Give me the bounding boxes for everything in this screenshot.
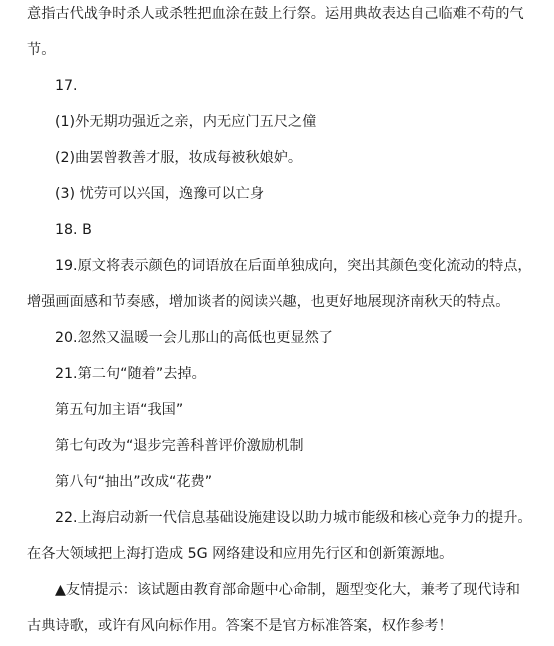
- text-line-9: 增强画面感和节奏感，增加谈者的阅读兴趣，也更好地展现济南秋天的特点。: [27, 294, 510, 310]
- text-line-18: 古典诗歌，或许有风向标作用。答案不是官方标准答案，权作参考！: [27, 618, 453, 634]
- text-line-17: ▲友情提示：该试题由教育部命题中心命制，题型变化大，兼考了现代诗和: [55, 582, 520, 598]
- text-line-13: 第七句改为“退步完善科普评价激励机制: [55, 438, 304, 454]
- text-line-8: 19.原文将表示颜色的词语放在后面单独成向，突出其颜色变化流动的特点，: [55, 258, 532, 274]
- text-line-3: 17.: [55, 78, 78, 94]
- text-line-10: 20.忽然又温暖一会儿那山的高低也更显然了: [55, 330, 333, 346]
- text-line-6: (3) 忧劳可以兴国，逸豫可以亡身: [55, 186, 265, 202]
- text-line-2: 节。: [27, 42, 56, 58]
- text-line-16: 在各大领域把上海打造成 5G 网络建设和应用先行区和创新策源地。: [27, 546, 454, 562]
- text-line-15: 22.上海启动新一代信息基础设施建设以助力城市能级和核心竞争力的提升。: [55, 510, 532, 526]
- text-line-14: 第八句“抽出”改成“花费”: [55, 474, 213, 490]
- text-line-4: (1)外无期功强近之亲，内无应门五尺之僮: [55, 114, 317, 130]
- text-line-5: (2)曲罢曾教善才服，妆成每被秋娘妒。: [55, 150, 303, 166]
- text-line-7: 18. B: [55, 222, 92, 238]
- text-line-1: 意指古代战争时杀人或杀牲把血涂在鼓上行祭。运用典故表达自己临难不苟的气: [27, 6, 524, 22]
- text-line-11: 21.第二句“随着”去掉。: [55, 366, 206, 382]
- text-line-12: 第五句加主语“我国”: [55, 402, 184, 418]
